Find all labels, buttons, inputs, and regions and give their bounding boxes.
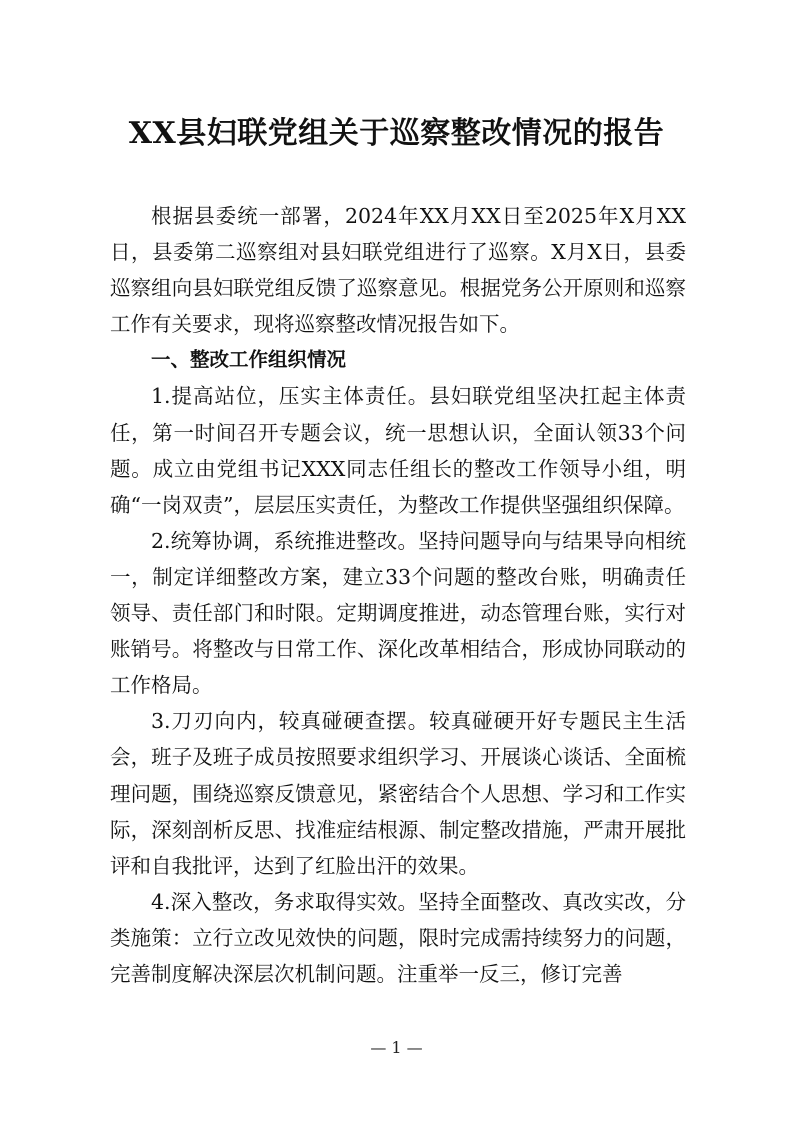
paragraph-item-3: 3.刀刃向内，较真碰硬查摆。较真碰硬开好专题民主生活会，班子及班子成员按照要求组织学习、开展谈心谈话、全面梳理问题，围绕巡察反馈意见，紧密结合个人思想、学习和工作实际，深刻剖析反思、找准症结根源、制定整改措施，严肃开展批评和自我批评，达到了红脸出汗的效果。 — [110, 709, 686, 878]
paragraph-item-4: 4.深入整改，务求取得实效。坚持全面整改、真改实改，分类施策：立行立改见效快的问题，限时完成需持续努力的问题，完善制度解决深层次机制问题。注重举一反三，修订完善 — [110, 889, 686, 986]
paragraph-intro: 根据县委统一部署，2024年XX月XX日至2025年X月XX日，县委第二巡察组对县妇联党组进行了巡察。X月X日，县委巡察组向县妇联党组反馈了巡察意见。根据党务公开原则和巡察工作有关要求，现将巡察整改情况报告如下。 — [110, 204, 686, 337]
paragraph-item-2: 2.统筹协调，系统推进整改。坚持问题导向与结果导向相统一，制定详细整改方案，建立33个问题的整改台账，明确责任领导、责任部门和时限。定期调度推进，动态管理台账，实行对账销号。将整改与日常工作、深化改革相结合，形成协同联动的工作格局。 — [110, 528, 686, 698]
section-heading: 一、整改工作组织情况 — [151, 348, 347, 372]
paragraph-item-1: 1.提高站位，压实主体责任。县妇联党组坚决扛起主体责任，第一时间召开专题会议，统一思想认识，全面认领33个问题。成立由党组书记XXX同志任组长的整改工作领导小组，明确“一岗双责”，层层压实责任，为整改工作提供坚强组织保障。 — [110, 384, 686, 517]
document-title: XX县妇联党组关于巡察整改情况的报告 — [128, 116, 665, 151]
page-number: — 1 — — [370, 1038, 423, 1057]
document-body — [110, 198, 686, 992]
